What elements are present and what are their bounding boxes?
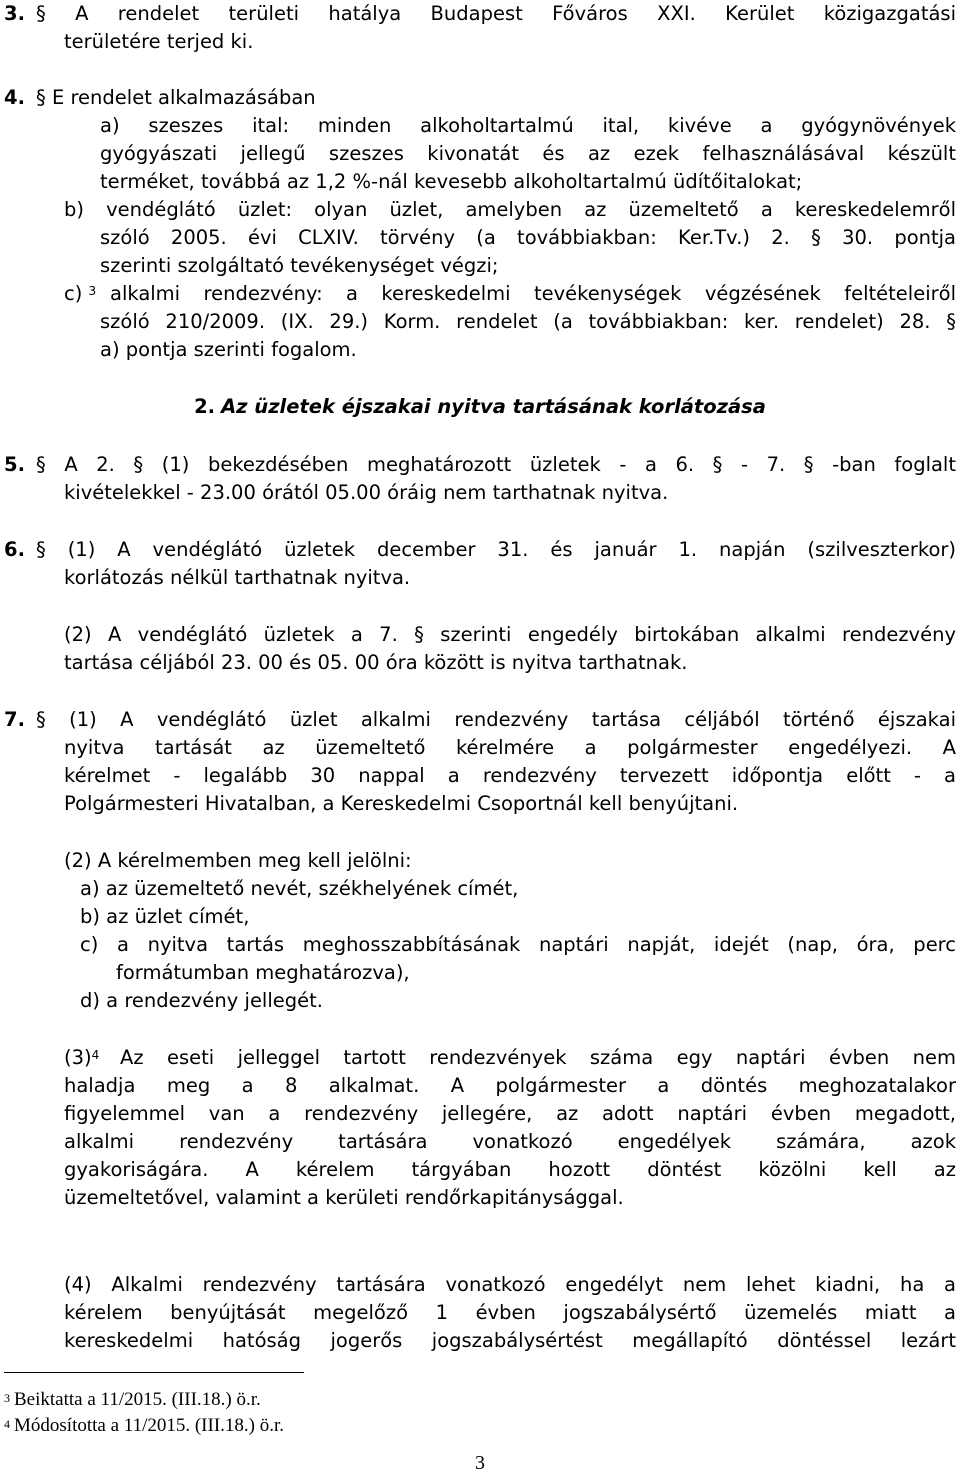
footnote-ref: 3 [88,284,97,298]
definition-line: gyógyászati jellegű szeszes kivonatát és az ezek felhasználásával készült [100,142,956,165]
footnote-ref: 4 [91,1048,100,1062]
paragraph-7-line: Az eseti jelleggel tartott rendezvények száma egy naptári évben nem [120,1046,956,1069]
footnote-separator [4,1372,304,1373]
definition-line: b) vendéglátó üzlet: olyan üzlet, amelyben az üzemeltető a kereskedelemről [64,198,956,221]
definition-line: szóló 210/2009. (IX. 29.) Korm. rendelet (a továbbiakban: ker. rendelet) 28. § [100,310,956,333]
list-item: b) az üzlet címét, [80,905,250,928]
definition-line: a) szeszes ital: minden alkoholtartalmú ital, kivéve a gyógynövények [100,114,956,137]
footnote-text: Beiktatta a 11/2015. (III.18.) ö.r. [14,1389,261,1410]
paragraph-7-line: kereskedelmi hatóság jogerős jogszabálysértést megállapító döntéssel lezárt [64,1329,956,1352]
paragraph-7-line: kérelem benyújtását megelőző 1 évben jogszabálysértő üzemelés miatt a [64,1301,956,1324]
sub-paragraph-marker: (3) [64,1046,92,1069]
paragraph-7-line: (4) Alkalmi rendezvény tartására vonatkozó engedélyt nem lehet kiadni, ha a [64,1273,956,1296]
paragraph-7-line: alkalmi rendezvény tartására vonatkozó engedélyek számára, azok [64,1130,956,1153]
paragraph-5-line-1: § A 2. § (1) bekezdésében meghatározott üzletek - a 6. § - 7. § -ban foglalt [36,453,956,476]
definition-line: szóló 2005. évi CLXIV. törvény (a továbbiakban: Ker.Tv.) 2. § 30. pontja [100,226,956,249]
list-marker: c) [64,282,83,305]
section-heading [0,393,960,421]
paragraph-3-line-2: területére terjed ki. [64,30,254,53]
paragraph-7-line: üzemeltetővel, valamint a kerületi rendőrkapitánysággal. [64,1186,624,1209]
paragraph-7-line: figyelemmel van a rendezvény jellegére, az adott naptári évben megadott, [64,1102,956,1125]
paragraph-number: 6. [4,538,25,561]
paragraph-7-line: gyakoriságára. A kérelem tárgyában hozott döntést közölni kell az [64,1158,956,1181]
paragraph-6-line-3: (2) A vendéglátó üzletek a 7. § szerinti engedély birtokában alkalmi rendezvény [64,623,956,646]
paragraph-number: 5. [4,453,25,476]
section-title: Az üzletek éjszakai nyitva tartásának korlátozása [221,395,766,418]
paragraph-7-line: haladja meg a 8 alkalmat. A polgármester a döntés meghozatalakor [64,1074,956,1097]
list-item: formátumban meghatározva), [116,961,410,984]
paragraph-7-line: nyitva tartását az üzemeltető kérelmére a polgármester engedélyezi. A [64,736,956,759]
paragraph-7-3-prefix [64,1044,99,1072]
paragraph-6-line-4: tartása céljából 23. 00 és 05. 00 óra között is nyitva tarthatnak. [64,651,688,674]
paragraph-7-line: (2) A kérelmemben meg kell jelölni: [64,849,412,872]
footnote [4,1414,284,1438]
paragraph-number: 4. [4,86,25,109]
paragraph-7-line: § (1) A vendéglátó üzlet alkalmi rendezvény tartása céljából történő éjszakai [36,708,956,731]
list-item: d) a rendezvény jellegét. [80,989,323,1012]
paragraph-number: 7. [4,708,25,731]
definition-line: szerinti szolgáltató tevékenységet végzi; [100,254,499,277]
definition-line: alkalmi rendezvény: a kereskedelmi tevékenységek végzésének feltételeiről [110,282,956,305]
section-number: 2. [194,395,216,418]
paragraph-7-line: kérelmet - legalább 30 nappal a rendezvény tervezett időpontja előtt - a [64,764,956,787]
footnote-marker: 4 [4,1417,10,1431]
definition-line: a) pontja szerinti fogalom. [100,338,357,361]
paragraph-4-intro: § E rendelet alkalmazásában [36,86,316,109]
definition-line: terméket, továbbá az 1,2 %-nál kevesebb alkoholtartalmú üdítőitalokat; [100,170,803,193]
page-number: 3 [475,1452,485,1474]
list-item: a) az üzemeltető nevét, székhelyének címét, [80,877,519,900]
footnote-marker: 3 [4,1391,10,1405]
footnote [4,1388,261,1412]
paragraph-6-line-1: § (1) A vendéglátó üzletek december 31. és január 1. napján (szilveszterkor) [36,538,956,561]
paragraph-7-line: Polgármesteri Hivatalban, a Kereskedelmi Csoportnál kell benyújtani. [64,792,739,815]
list-item: c) a nyitva tartás meghosszabbításának naptári napját, idejét (nap, óra, perc [80,933,956,956]
paragraph-5-line-2: kivételekkel - 23.00 órától 05.00 óráig nem tarthatnak nyitva. [64,481,669,504]
paragraph-3-line-1: § A rendelet területi hatálya Budapest Főváros XXI. Kerület közigazgatási [36,2,956,25]
definition-line-c-prefix [64,280,96,308]
footnote-text: Módosította a 11/2015. (III.18.) ö.r. [14,1415,285,1436]
paragraph-number: 3. [4,2,25,25]
paragraph-6-line-2: korlátozás nélkül tarthatnak nyitva. [64,566,411,589]
